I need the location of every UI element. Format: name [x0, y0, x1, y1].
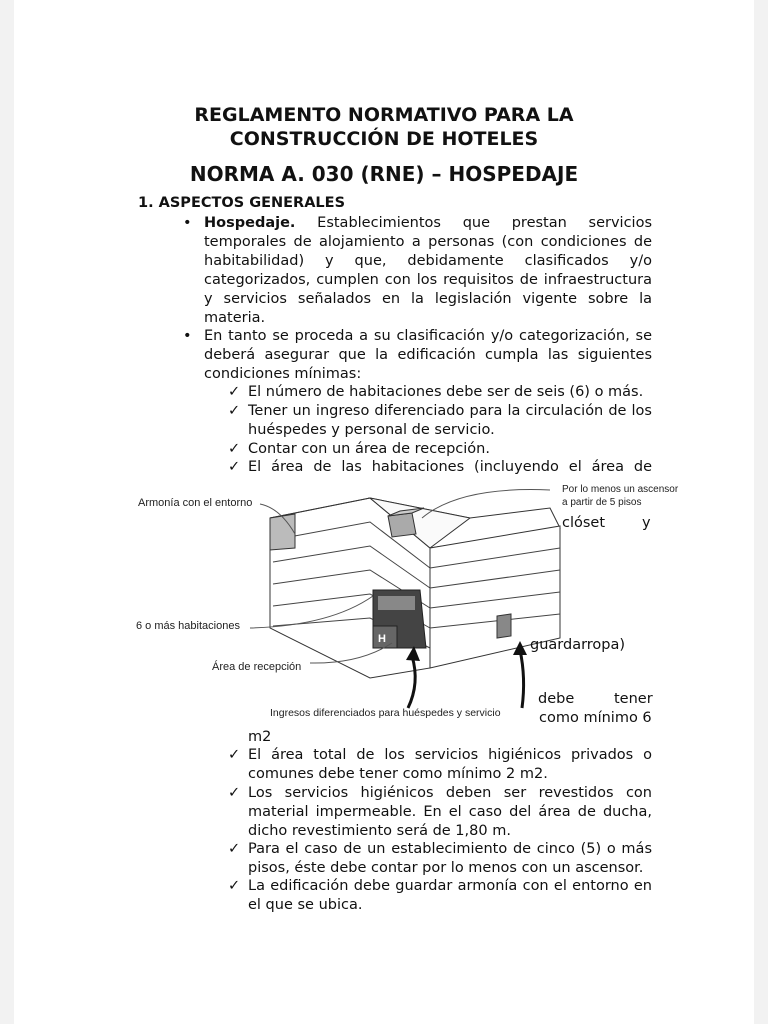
label-ingresos: Ingresos diferenciados para huéspedes y servicio — [270, 707, 501, 719]
check-icon: ✓ — [228, 384, 241, 400]
bullet-2-line-1: En tanto se proceda a su clasificación y/o categorización, se — [204, 328, 652, 344]
wrap-guardarropa: guardarropa) — [530, 637, 626, 653]
check-item-8-line-1: La edificación debe guardar armonía con el entorno en — [248, 878, 652, 894]
hotel-sign: H — [378, 633, 386, 645]
wrap-tener: tener — [614, 691, 653, 707]
label-habitaciones: 6 o más habitaciones — [136, 620, 240, 632]
check-item-5-line-1: El área total de los servicios higiénicos privados o — [248, 747, 652, 763]
bullet-1-term: Hospedaje. — [204, 215, 296, 231]
bullet-1-line-2: temporales de alojamiento a personas (con condiciones de — [204, 234, 652, 250]
check-item-7-line-2: pisos, éste debe contar por lo menos con un ascensor. — [248, 860, 644, 876]
section-heading: 1. ASPECTOS GENERALES — [138, 195, 346, 211]
label-ascensor-1: Por lo menos un ascensor — [562, 484, 679, 495]
check-item-6-line-2: material impermeable. En el caso del área de ducha, — [248, 804, 652, 820]
check-icon: ✓ — [228, 841, 241, 857]
bullet-2-line-3: condiciones mínimas: — [204, 366, 362, 382]
check-item-2-line-1: Tener un ingreso diferenciado para la circulación de los — [248, 403, 652, 419]
wrap-closet: clóset — [562, 515, 606, 531]
check-item-2-line-2: huéspedes y personal de servicio. — [248, 422, 495, 438]
wrap-y: y — [642, 515, 651, 531]
document-subtitle: NORMA A. 030 (RNE) – HOSPEDAJE — [189, 162, 579, 186]
bullet-marker: • — [183, 215, 192, 231]
check-item-5-line-2: comunes debe tener como mínimo 2 m2. — [248, 766, 548, 782]
label-recepcion: Área de recepción — [212, 661, 302, 673]
label-armonia: Armonía con el entorno — [138, 497, 253, 509]
check-item-3: Contar con un área de recepción. — [248, 441, 490, 457]
check-item-8-line-2: el que se ubica. — [248, 897, 363, 913]
bullet-1-line-5: y servicios señalados en la legislación vigente sobre la — [204, 291, 652, 307]
check-icon: ✓ — [228, 878, 241, 894]
wrap-debe: debe — [538, 691, 575, 707]
document-title-line-1: REGLAMENTO NORMATIVO PARA LA — [194, 104, 574, 126]
check-item-7-line-1: Para el caso de un establecimiento de cinco (5) o más — [248, 841, 652, 857]
check-icon: ✓ — [228, 785, 241, 801]
wrap-como-minimo: como mínimo 6 — [539, 710, 652, 726]
check-item-6-line-3: dicho revestimiento será de 1,80 m. — [248, 823, 511, 839]
check-item-1: El número de habitaciones debe ser de seis (6) o más. — [248, 384, 644, 400]
bullet-1-line-3: habitabilidad) y que, debidamente clasificados y/o — [204, 253, 652, 269]
check-item-4-line-1: El área de las habitaciones (incluyendo el área de — [248, 459, 652, 475]
check-icon: ✓ — [228, 459, 241, 475]
bullet-2-line-2: deberá asegurar que la edificación cumpla las siguientes — [204, 347, 652, 363]
wrap-m2: m2 — [248, 729, 272, 745]
bullet-marker: • — [183, 328, 192, 344]
check-icon: ✓ — [228, 747, 241, 763]
bullet-1-line-4: categorizados, cumplen con los requisitos de infraestructura — [204, 272, 652, 288]
check-icon: ✓ — [228, 441, 241, 457]
check-icon: ✓ — [228, 403, 241, 419]
bullet-1-line-1 — [204, 214, 652, 233]
check-item-6-line-1: Los servicios higiénicos deben ser revestidos con — [248, 785, 652, 801]
bullet-1-line-6: materia. — [204, 310, 266, 326]
bullet-1-text: Establecimientos que prestan servicios — [317, 215, 653, 231]
label-ascensor-2: a partir de 5 pisos — [562, 497, 642, 508]
document-title-line-2: CONSTRUCCIÓN DE HOTELES — [229, 128, 539, 150]
